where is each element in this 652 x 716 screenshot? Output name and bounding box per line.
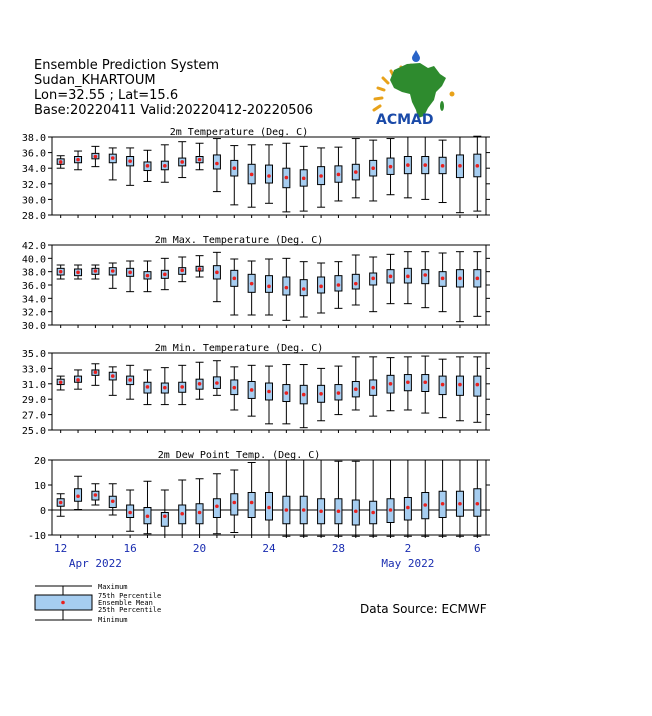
box-whisker <box>74 265 82 279</box>
mean-marker <box>476 383 480 387</box>
box-whisker <box>404 460 412 536</box>
mean-marker <box>354 170 358 174</box>
box-whisker <box>300 365 308 428</box>
mean-marker <box>215 162 219 166</box>
mean-marker <box>215 271 219 275</box>
box-whisker <box>126 490 134 531</box>
box-whisker <box>213 139 221 192</box>
mean-marker <box>285 508 289 512</box>
mean-marker <box>423 273 427 277</box>
y-tick-label: 20 <box>33 456 46 467</box>
box-whisker <box>404 137 412 198</box>
box-whisker <box>109 367 117 395</box>
box-whisker <box>369 257 377 312</box>
box-whisker <box>91 364 99 386</box>
box-whisker <box>178 257 186 282</box>
box-whisker <box>143 261 151 292</box>
box-whisker <box>265 460 273 535</box>
mean-marker <box>94 370 98 374</box>
box-whisker <box>317 368 325 420</box>
box-whisker <box>91 484 99 505</box>
chart-panel-4 <box>28 450 490 570</box>
mean-marker <box>285 286 289 290</box>
legend-label: Minimum <box>98 616 128 624</box>
y-tick-label: 25.0 <box>21 426 46 437</box>
box-whisker <box>456 357 464 421</box>
box-whisker <box>473 460 481 536</box>
y-tick-label: 30.0 <box>21 195 46 207</box>
mean-marker <box>285 176 289 180</box>
box-whisker <box>352 461 360 536</box>
box-whisker <box>248 145 256 207</box>
mean-marker <box>232 386 236 390</box>
y-tick-label: 31.0 <box>21 379 46 391</box>
mean-marker <box>76 158 80 162</box>
header-coords: Lon=32.55 ; Lat=15.6 <box>34 88 179 103</box>
box-whisker <box>213 252 221 301</box>
y-tick-label: 30.0 <box>21 321 46 332</box>
box-whisker <box>421 460 429 536</box>
x-tick-label: 16 <box>123 542 137 555</box>
legend-label: Ensemble Mean <box>98 599 153 607</box>
box-whisker <box>143 150 151 181</box>
mean-marker <box>111 156 115 160</box>
mean-marker <box>215 381 219 385</box>
box-whisker <box>230 367 238 410</box>
mean-marker <box>232 277 236 281</box>
mean-marker <box>285 391 289 395</box>
box-whisker <box>213 474 221 534</box>
box-whisker <box>161 490 169 535</box>
box-whisker <box>196 256 204 277</box>
mean-marker <box>319 174 323 178</box>
y-tick-label: 34.0 <box>21 294 46 306</box>
box-whisker <box>265 366 273 424</box>
mean-marker <box>59 380 63 384</box>
box-whisker <box>91 146 99 166</box>
y-tick-label: 32.0 <box>21 179 46 191</box>
chart-title: 2m Temperature (Deg. C) <box>169 127 309 138</box>
box-whisker <box>421 252 429 308</box>
box-whisker <box>421 137 429 199</box>
mean-marker <box>458 164 462 168</box>
legend-mean-marker <box>61 601 65 605</box>
box-whisker <box>57 156 65 168</box>
mean-marker <box>406 163 410 167</box>
mean-marker <box>128 511 132 515</box>
box-whisker <box>265 259 273 315</box>
mean-marker <box>128 378 132 382</box>
mean-marker <box>250 173 254 177</box>
mean-marker <box>180 385 184 389</box>
box-whisker <box>352 139 360 198</box>
box-whisker <box>404 252 412 304</box>
mean-marker <box>389 382 393 386</box>
box-whisker <box>334 366 342 415</box>
mean-marker <box>441 502 445 506</box>
box-whisker <box>404 357 412 410</box>
box-whisker <box>230 259 238 315</box>
mean-marker <box>111 499 115 503</box>
mean-marker <box>423 503 427 507</box>
legend-label: Maximum <box>98 583 128 591</box>
box-whisker <box>387 358 395 411</box>
mean-marker <box>319 392 323 396</box>
month-label: Apr 2022 <box>68 557 122 570</box>
mean-marker <box>302 177 306 181</box>
x-tick-label: 28 <box>331 542 346 555</box>
mean-marker <box>180 512 184 516</box>
box-whisker <box>265 145 273 204</box>
mean-marker <box>458 277 462 281</box>
chart-title: 2m Dew Point Temp. (Deg. C) <box>157 450 321 461</box>
mean-marker <box>389 165 393 169</box>
mean-marker <box>354 387 358 391</box>
box-whisker <box>369 357 377 416</box>
box-whisker <box>178 365 186 404</box>
mean-marker <box>354 282 358 286</box>
y-tick-label: 32.0 <box>21 307 46 319</box>
mean-marker <box>441 164 445 168</box>
mean-marker <box>441 277 445 281</box>
y-tick-label: 10 <box>33 481 46 492</box>
mean-marker <box>111 374 115 378</box>
iqr-box <box>266 165 273 183</box>
box-whisker <box>334 461 342 536</box>
box-whisker <box>439 140 447 202</box>
box-whisker <box>143 370 151 405</box>
box-whisker <box>282 460 290 536</box>
box-whisker <box>439 460 447 536</box>
box-whisker <box>456 137 464 213</box>
mean-marker <box>232 501 236 505</box>
y-tick-label: 42.0 <box>21 241 46 252</box>
x-tick-label: 20 <box>192 542 207 555</box>
box-whisker <box>473 252 481 317</box>
y-tick-label: 27.0 <box>21 410 46 422</box>
chart-title: 2m Max. Temperature (Deg. C) <box>154 235 324 246</box>
y-tick-label: 40.0 <box>21 254 46 266</box>
x-tick-label: 12 <box>54 542 68 555</box>
box-whisker <box>126 261 134 292</box>
box-whisker <box>282 365 290 424</box>
box-whisker <box>282 143 290 212</box>
chart-panel-2 <box>22 235 490 332</box>
mean-marker <box>406 275 410 279</box>
mean-marker <box>302 287 306 291</box>
box-whisker <box>352 357 360 410</box>
box-whisker <box>369 460 377 536</box>
header-station: Sudan_KHARTOUM <box>34 73 156 88</box>
mean-marker <box>302 508 306 512</box>
mean-marker <box>267 390 271 394</box>
box-whisker <box>196 143 204 170</box>
box-whisker <box>74 370 82 389</box>
mean-marker <box>476 164 480 168</box>
box-whisker <box>126 148 134 185</box>
chart-panel-1 <box>22 127 490 222</box>
box-whisker <box>230 146 238 205</box>
mean-marker <box>232 166 236 170</box>
box-whisker <box>473 357 481 422</box>
box-whisker <box>300 146 308 211</box>
box-whisker <box>317 148 325 207</box>
month-label: May 2022 <box>381 557 435 570</box>
box-whisker <box>161 258 169 289</box>
mean-marker <box>163 386 167 390</box>
box-whisker <box>213 361 221 396</box>
box-whisker <box>334 262 342 309</box>
mean-marker <box>198 511 202 515</box>
box-whisker <box>74 476 82 509</box>
mean-marker <box>406 380 410 384</box>
mean-marker <box>94 269 98 273</box>
mean-marker <box>180 160 184 164</box>
chart-panel-3 <box>22 343 490 437</box>
mean-marker <box>371 511 375 515</box>
mean-marker <box>476 502 480 506</box>
mean-marker <box>337 283 341 287</box>
mean-marker <box>128 159 132 163</box>
mean-marker <box>146 274 150 278</box>
box-whisker <box>109 148 117 180</box>
box-whisker <box>178 142 186 178</box>
mean-marker <box>423 380 427 384</box>
y-tick-label: 0 <box>39 506 46 517</box>
box-whisker <box>57 494 65 517</box>
mean-marker <box>302 393 306 397</box>
mean-marker <box>319 509 323 513</box>
box-whisker <box>387 460 395 536</box>
y-tick-label: 34.0 <box>21 164 46 176</box>
legend-label: 25th Percentile <box>98 606 162 614</box>
box-whisker <box>282 258 290 320</box>
box-whisker <box>161 145 169 182</box>
box-whisker <box>91 265 99 279</box>
mean-marker <box>371 386 375 390</box>
box-whisker <box>57 265 65 279</box>
x-tick-label: 2 <box>404 542 412 555</box>
box-whisker <box>230 470 238 533</box>
mean-marker <box>423 163 427 167</box>
box-whisker <box>439 359 447 418</box>
box-whisker <box>456 460 464 536</box>
box-whisker <box>369 140 377 201</box>
mean-marker <box>163 273 167 277</box>
iqr-box <box>352 274 359 289</box>
mean-marker <box>76 271 80 275</box>
y-tick-label: -10 <box>27 531 46 542</box>
mean-marker <box>198 382 202 386</box>
box-whisker <box>248 463 256 536</box>
mean-marker <box>163 514 167 518</box>
mean-marker <box>267 174 271 178</box>
box-whisker <box>421 356 429 413</box>
mean-marker <box>128 271 132 275</box>
iqr-box <box>248 493 255 518</box>
mean-marker <box>250 282 254 286</box>
mean-marker <box>354 509 358 513</box>
box-whisker <box>57 376 65 390</box>
mean-marker <box>371 166 375 170</box>
mean-marker <box>76 378 80 382</box>
box-whisker <box>387 254 395 303</box>
box-whisker <box>126 365 134 399</box>
box-whisker <box>248 261 256 315</box>
box-whisker <box>317 460 325 536</box>
mean-marker <box>267 506 271 510</box>
mean-marker <box>76 494 80 498</box>
box-whisker <box>473 136 481 211</box>
mean-marker <box>476 277 480 281</box>
y-tick-label: 35.0 <box>21 349 46 360</box>
y-tick-label: 36.0 <box>21 281 46 292</box>
box-whisker <box>387 139 395 195</box>
header-title: Ensemble Prediction System <box>34 58 220 73</box>
y-tick-label: 33.0 <box>21 364 46 376</box>
mean-marker <box>458 383 462 387</box>
chart-title: 2m Min. Temperature (Deg. C) <box>154 343 324 354</box>
box-whisker <box>109 263 117 288</box>
mean-marker <box>319 285 323 289</box>
box-whisker <box>248 365 256 416</box>
mean-marker <box>371 277 375 281</box>
mean-marker <box>59 160 63 164</box>
logo-text: ACMAD <box>376 112 434 128</box>
header-dates: Base:20220411 Valid:20220412-20220506 <box>34 103 314 118</box>
mean-marker <box>146 385 150 389</box>
iqr-box <box>231 494 238 515</box>
mean-marker <box>163 164 167 168</box>
mean-marker <box>337 173 341 177</box>
mean-marker <box>146 164 150 168</box>
mean-marker <box>59 501 63 505</box>
data-source: Data Source: ECMWF <box>360 602 487 616</box>
y-tick-label: 28.0 <box>21 211 46 222</box>
box-whisker <box>196 362 204 399</box>
mean-marker <box>215 504 219 508</box>
mean-marker <box>146 514 150 518</box>
mean-marker <box>441 383 445 387</box>
mean-marker <box>250 501 254 505</box>
box-whisker <box>74 151 82 170</box>
box-whisker <box>352 255 360 305</box>
mean-marker <box>59 270 63 274</box>
mean-marker <box>337 509 341 513</box>
mean-marker <box>198 267 202 271</box>
legend <box>30 580 230 630</box>
mean-marker <box>180 269 184 273</box>
mean-marker <box>250 388 254 392</box>
iqr-box <box>266 276 273 293</box>
box-whisker <box>317 263 325 313</box>
y-tick-label: 29.0 <box>21 395 46 407</box>
box-whisker <box>161 368 169 405</box>
mean-marker <box>111 269 115 273</box>
mean-marker <box>94 493 98 497</box>
mean-marker <box>406 506 410 510</box>
mean-marker <box>337 391 341 395</box>
y-tick-label: 38.0 <box>21 267 46 279</box>
mean-marker <box>389 508 393 512</box>
box-whisker <box>456 252 464 322</box>
box-whisker <box>178 480 186 535</box>
box-whisker <box>143 481 151 534</box>
box-whisker <box>196 479 204 535</box>
x-tick-label: 6 <box>474 542 481 555</box>
mean-marker <box>94 155 98 159</box>
iqr-box <box>213 499 220 518</box>
x-tick-label: 24 <box>262 542 276 555</box>
mean-marker <box>458 502 462 506</box>
y-tick-label: 38.0 <box>21 133 46 144</box>
box-whisker <box>300 262 308 317</box>
mean-marker <box>267 285 271 289</box>
mean-marker <box>198 158 202 162</box>
box-whisker <box>334 147 342 201</box>
box-whisker <box>439 253 447 312</box>
box-whisker <box>300 460 308 536</box>
y-tick-label: 36.0 <box>21 148 46 160</box>
legend-label: 75th Percentile <box>98 592 162 600</box>
mean-marker <box>389 275 393 279</box>
